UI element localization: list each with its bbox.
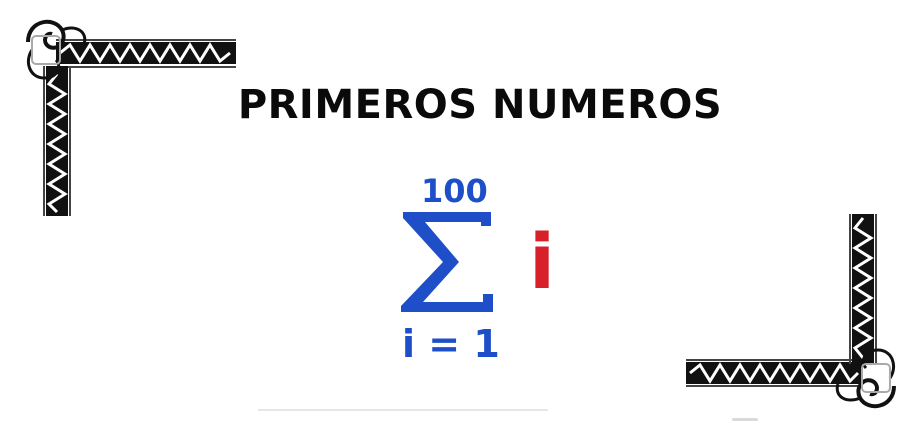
page-title: PRIMEROS NUMEROS — [237, 82, 723, 128]
summation-sigma-icon — [395, 206, 499, 316]
ornamental-corner-bottom-right-icon — [682, 210, 904, 420]
divider-mark — [732, 418, 758, 421]
summation-term: i — [529, 217, 556, 306]
summation-upper-limit: 100 — [421, 172, 488, 210]
summation-lower-limit: i = 1 — [402, 322, 500, 366]
divider — [258, 409, 548, 411]
